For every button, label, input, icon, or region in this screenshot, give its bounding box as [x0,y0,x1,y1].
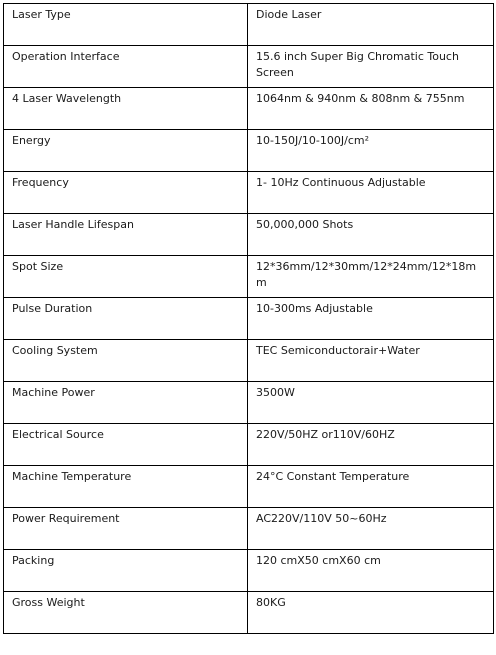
spec-label: Pulse Duration [4,298,248,340]
table-row [4,466,494,508]
table-row [4,508,494,550]
table-row [4,46,494,88]
spec-label: Gross Weight [4,592,248,634]
spec-value: Diode Laser [248,4,494,46]
spec-value: 50,000,000 Shots [248,214,494,256]
spec-label: Energy [4,130,248,172]
spec-value: 10-150J/10-100J/cm² [248,130,494,172]
spec-label: Laser Type [4,4,248,46]
spec-label: Spot Size [4,256,248,298]
spec-value: 120 cmX50 cmX60 cm [248,550,494,592]
spec-value: 1- 10Hz Continuous Adjustable [248,172,494,214]
table-row [4,130,494,172]
table-row [4,214,494,256]
spec-value: TEC Semiconductorair+Water [248,340,494,382]
table-row [4,340,494,382]
table-row [4,4,494,46]
table-row [4,382,494,424]
spec-label: Machine Temperature [4,466,248,508]
spec-label: Operation Interface [4,46,248,88]
table-row [4,256,494,298]
spec-value: 220V/50HZ or110V/60HZ [248,424,494,466]
table-row [4,172,494,214]
spec-value: 1064nm & 940nm & 808nm & 755nm [248,88,494,130]
table-row [4,592,494,634]
spec-value: 24°C Constant Temperature [248,466,494,508]
spec-label: Machine Power [4,382,248,424]
spec-label: Packing [4,550,248,592]
spec-label: Frequency [4,172,248,214]
spec-value: 10-300ms Adjustable [248,298,494,340]
spec-value: 12*36mm/12*30mm/12*24mm/12*18mm [248,256,494,298]
spec-table-body [4,4,494,634]
spec-table [3,3,494,634]
table-row [4,298,494,340]
spec-label: Laser Handle Lifespan [4,214,248,256]
table-row [4,550,494,592]
spec-value: 3500W [248,382,494,424]
spec-label: Power Requirement [4,508,248,550]
spec-value: AC220V/110V 50~60Hz [248,508,494,550]
spec-label: 4 Laser Wavelength [4,88,248,130]
spec-value: 15.6 inch Super Big Chromatic Touch Screen [248,46,494,88]
table-row [4,88,494,130]
spec-label: Electrical Source [4,424,248,466]
spec-label: Cooling System [4,340,248,382]
table-row [4,424,494,466]
spec-value: 80KG [248,592,494,634]
